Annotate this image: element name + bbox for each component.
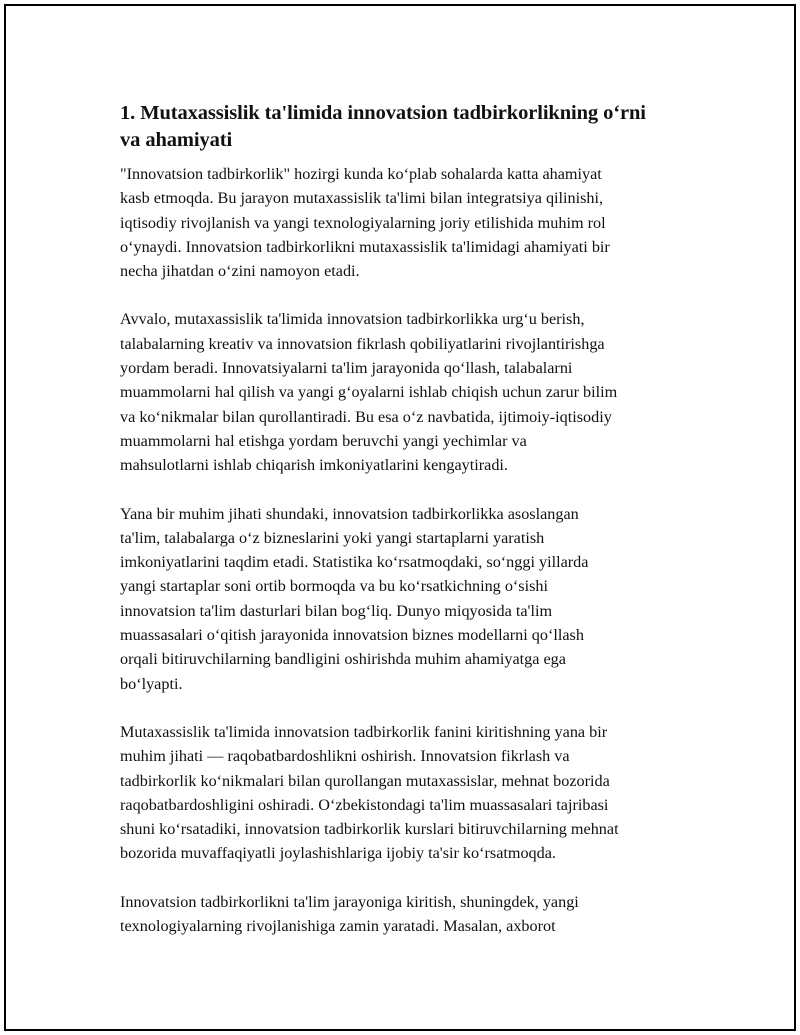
paragraph-4: Mutaxassislik ta'limida innovatsion tadbirkorlik fanini kiritishning yana bir muhim jihati — raqobatbardoshlikni oshirish. Innovatsion fikrlash va tadbirkorlik ko‘nikmalari bilan qurollangan mutaxassislar, mehnat bozorida raqobatbardoshligini oshiradi. O‘zbekistondagi ta'lim muassasalari tajribasi shuni ko‘rsatadiki, innovatsion tadbirkorlik kurslari bitiruvchilarning mehnat bozorida muvaffaqiyatli joylashishlariga ijobiy ta'sir ko‘rsatmoqda. <box>120 722 619 863</box>
page-frame <box>4 4 796 1031</box>
paragraph-1: "Innovatsion tadbirkorlik" hozirgi kunda ko‘plab sohalarda katta ahamiyat kasb etmoqda. Bu jarayon mutaxassislik ta'limi bilan integratsiya qilinishi, iqtisodiy rivojlanish va yangi texnologiyalarning joriy etilishida muhim rol o‘ynaydi. Innovatsion tadbirkorlikni mutaxassislik ta'limidagi ahamiyati bir necha jihatdan o‘zini namoyon etadi. <box>120 165 610 281</box>
section-heading: 1. Mutaxassislik ta'limida innovatsion tadbirkorlikning o‘rni va ahamiyati <box>120 102 646 151</box>
document-body <box>120 100 695 962</box>
paragraph-2: Avvalo, mutaxassislik ta'limida innovatsion tadbirkorlikka urg‘u berish, talabalarning kreativ va innovatsion fikrlash qobiliyatlarini rivojlantirishga yordam beradi. Innovatsiyalarni ta'lim jarayonida qo‘llash, talabalarni muammolarni hal qilish va yangi g‘oyalarni ishlab chiqish uchun zarur bilim va ko‘nikmalar bilan qurollantiradi. Bu esa o‘z navbatida, ijtimoiy-iqtisodiy muammolarni hal etishga yordam beruvchi yangi yechimlar va mahsulotlarni ishlab chiqarish imkoniyatlarini kengaytiradi. <box>120 310 618 475</box>
paragraph-3: Yana bir muhim jihati shundaki, innovatsion tadbirkorlikka asoslangan ta'lim, talabalarga o‘z bizneslarini yoki yangi startaplarni yaratish imkoniyatlarini taqdim etadi. Statistika ko‘rsatmoqdaki, so‘nggi yillarda yangi startaplar soni ortib bormoqda va bu ko‘rsatkichning o‘sishi innovatsion ta'lim dasturlari bilan bog‘liq. Dunyo miqyosida ta'lim muassasalari o‘qitish jarayonida innovatsion biznes modellarni qo‘llash orqali bitiruvchilarning bandligini oshirishda muhim ahamiyatga ega bo‘lyapti. <box>120 504 589 693</box>
paragraph-5: Innovatsion tadbirkorlikni ta'lim jarayoniga kiritish, shuningdek, yangi texnologiyalarning rivojlanishiga zamin yaratadi. Masalan, axborot <box>120 892 579 936</box>
